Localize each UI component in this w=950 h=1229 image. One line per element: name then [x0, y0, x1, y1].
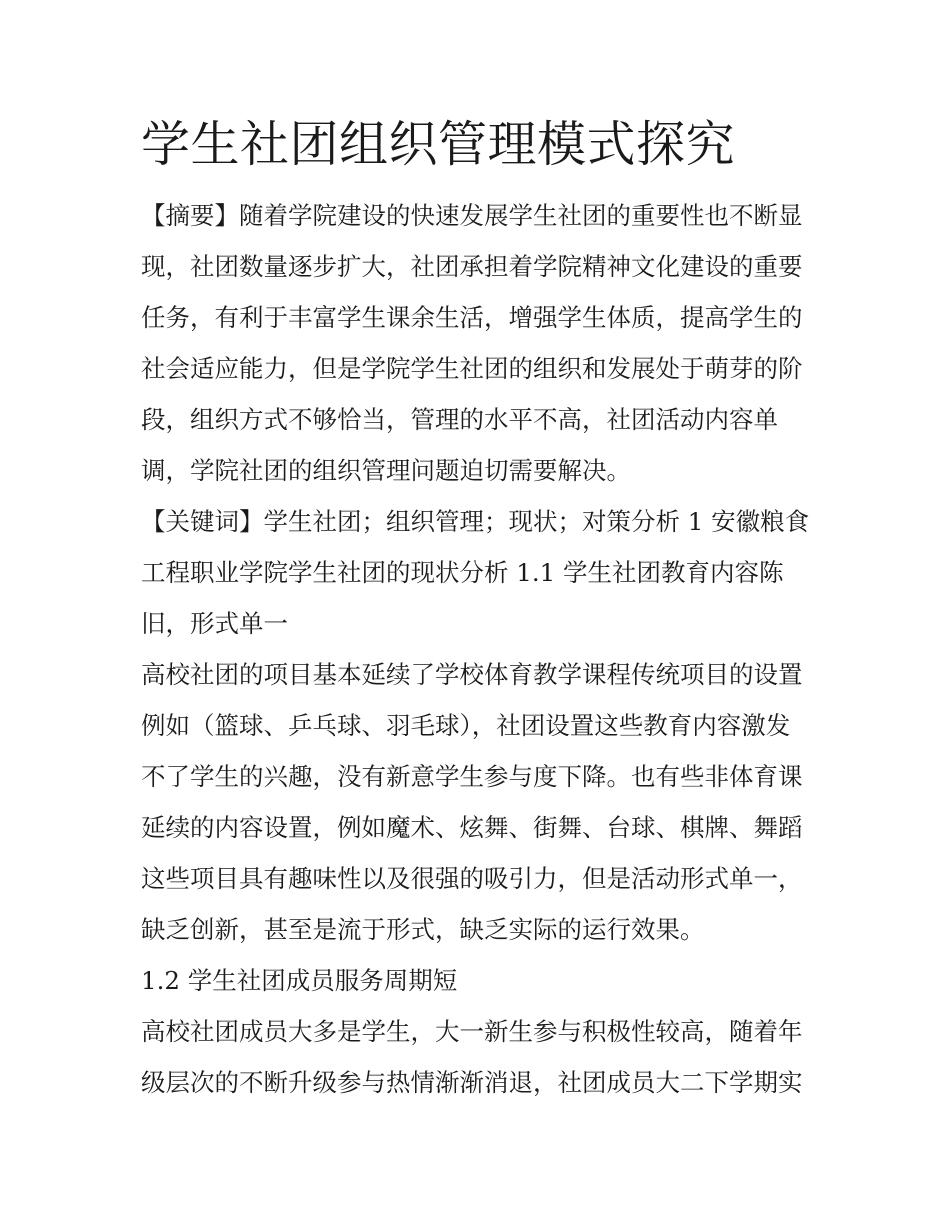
section-heading-1-2: 1.2 学生社团成员服务周期短 [141, 966, 458, 995]
keywords-paragraph: 【关键词】学生社团；组织管理；现状；对策分析 1 安徽粮食工程职业学院学生社团的现状分析 1.1 学生社团教育内容陈旧，形式单一 [141, 507, 810, 638]
body-paragraph-members: 高校社团成员大多是学生，大一新生参与积极性较高，随着年级层次的不断升级参与热情渐渐消退，社团成员大二下学期实 [141, 1017, 803, 1097]
body-paragraph-content: 高校社团的项目基本延续了学校体育教学课程传统项目的设置例如（篮球、乒乓球、羽毛球），社团设置这些教育内容激发不了学生的兴趣，没有新意学生参与度下降。也有些非体育课延续的内容设置，例如魔术、炫舞、街舞、台球、棋牌、舞蹈这些项目具有趣味性以及很强的吸引力，但是活动形式单一，缺乏创新，甚至是流于形式，缺乏实际的运行效果。 [141, 660, 803, 944]
document-title: 学生社团组织管理模式探究 [141, 116, 736, 173]
document-page [141, 110, 813, 1108]
abstract-paragraph: 【摘要】随着学院建设的快速发展学生社团的重要性也不断显现，社团数量逐步扩大，社团承担着学院精神文化建设的重要任务，有利于丰富学生课余生活，增强学生体质，提高学生的社会适应能力，但是学院学生社团的组织和发展处于萌芽的阶段，组织方式不够恰当，管理的水平不高，社团活动内容单调，学院社团的组织管理问题迫切需要解决。 [141, 201, 803, 485]
